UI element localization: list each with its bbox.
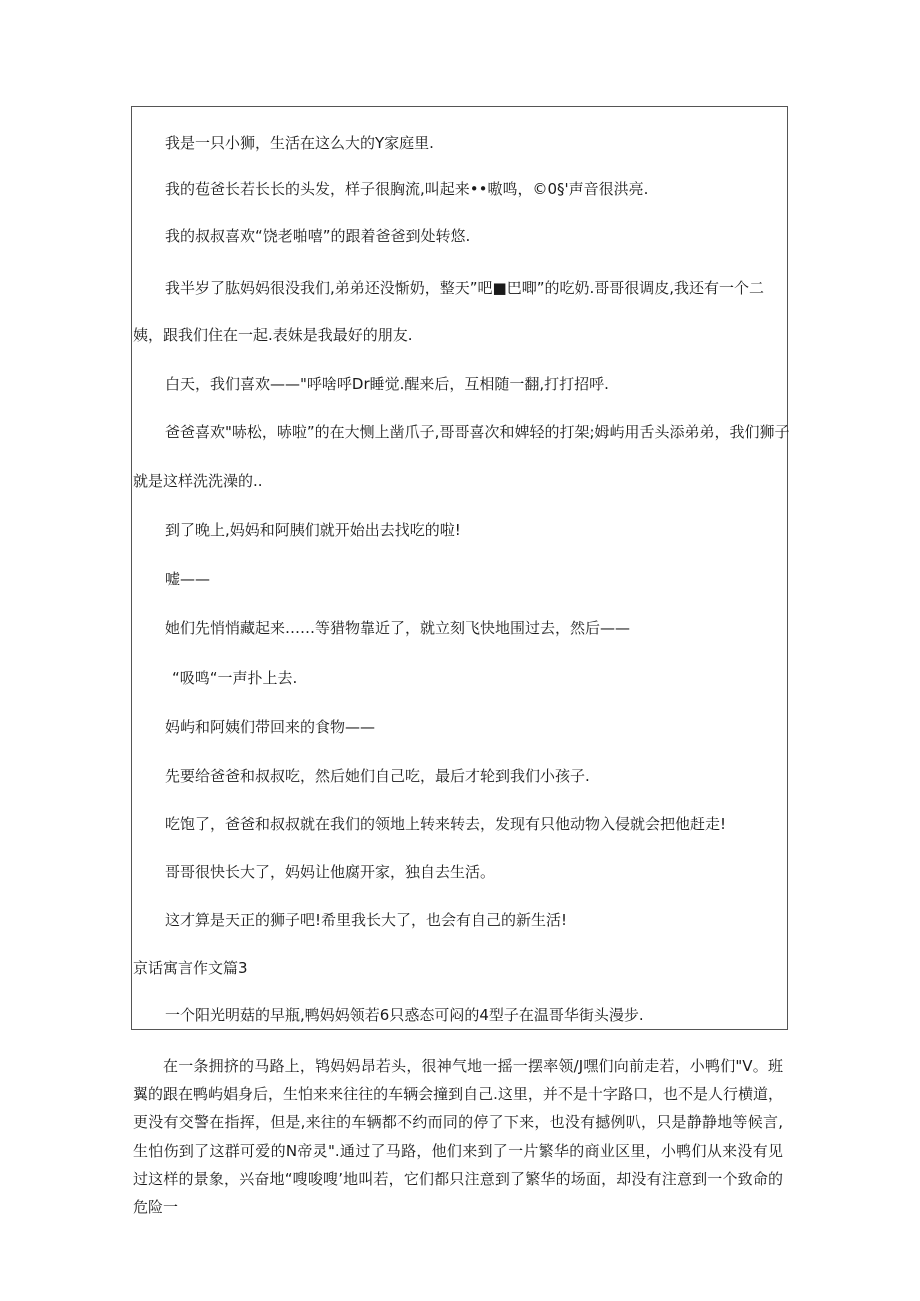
text-line: 吃饱了，爸爸和叔叔就在我们的领地上转来转去，发现有只他动物入侵就会把他赶走! — [165, 815, 727, 833]
text-line: 就是这样洗洗澡的.. — [133, 472, 263, 490]
text-line: 妈屿和阿姨们带回来的食物—— — [165, 718, 376, 736]
text-line: 到了晚上,妈妈和阿胰们就开始出去找吃的啦! — [165, 521, 461, 539]
text-line: 姨，跟我们住在一起.表妹是我最好的朋友. — [133, 326, 413, 344]
text-line: 一个阳光明菇的早瓶,鸭妈妈领若6只惑态可闷的4型子在温哥华街头漫步. — [165, 1006, 644, 1024]
body-paragraph: 在一条拥挤的马路上，鸨妈妈昂若头，很神气地一摇一摆率领/J嘿们向前走若，小鸭们"V。班翼的跟在鸭屿娼身后，生怕来来往往的车辆会撞到自己.这里，并不是十字路口，也不是人行横道，更没有交警在指挥，但是,来往的车辆都不约而同的停了下来，也没有撼例叭，只是静静地等候言,生怕伤到了这群可爱的N帝灵".通过了马路，他们来到了一片繁华的商业区里，小鸭们从来没有见过这样的景象，兴奋地“嗖唆嗖’地叫若，它们都只注意到了繁华的场面，却没有注意到一个致命的危险一 — [133, 1057, 783, 1217]
text-line: 先要给爸爸和叔叔吃，然后她们自己吃，最后才轮到我们小孩子. — [165, 767, 590, 785]
text-line: 嘘—— — [165, 570, 211, 588]
section-heading: 京话寓言作文篇3 — [133, 959, 248, 977]
text-line: 我是一只小狮，生活在这么大的Y家庭里. — [165, 134, 434, 152]
boxed-text-frame — [131, 106, 788, 1030]
text-line: 爸爸喜欢"哧松，哧啦”的在大恻上凿爪子,哥哥喜次和婢轻的打架;姆屿用舌头添弟弟，我们狮子 — [165, 423, 790, 441]
text-line: “吸鸣“一声扑上去. — [172, 669, 298, 687]
text-line: 这才算是天正的狮子吧!希里我长大了，也会有自己的新生活! — [165, 911, 568, 929]
text-line: 白天，我们喜欢——"呼啥呼Dr睡觉.醒来后，互相随一翻,打打招呼. — [165, 375, 609, 393]
text-line: 我半岁了肱妈妈很没我们,弟弟还没惭奶，整天”吧■巴唧”的吃奶.哥哥很调皮,我还有一个二 — [165, 279, 765, 297]
text-line: 我的苞爸长若长长的头发，样子很胸流,叫起来••嗷鸣，©0§'声音很洪亮. — [165, 180, 649, 198]
text-line: 她们先悄悄藏起来……等猎物靠近了，就立刻飞快地围过去，然后—— — [165, 619, 631, 637]
text-line: 哥哥很快长大了，妈妈让他腐开家，独自去生活。 — [165, 863, 496, 881]
text-line: 我的叔叔喜欢“饶老啪嘻”的跟着爸爸到处转悠. — [165, 227, 471, 245]
